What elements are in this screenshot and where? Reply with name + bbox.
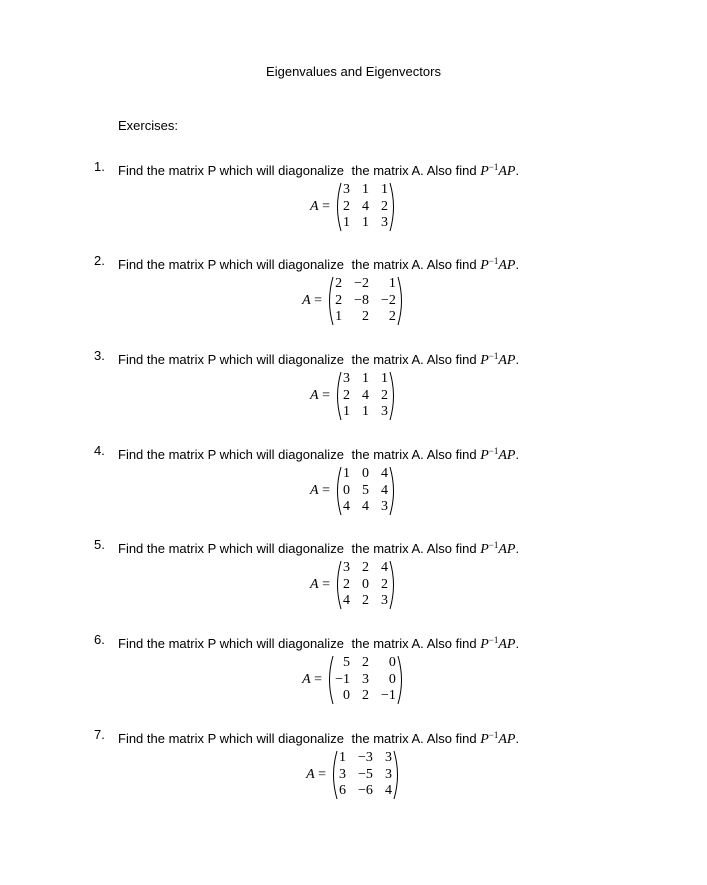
inverse-expression: $P^{-1}AP$ [480, 446, 516, 463]
right-paren-icon [397, 655, 405, 705]
matrix-entry: 2 [388, 309, 396, 325]
exercise-text: Find the matrix P which will diagonalize the matrix A. Also find $P^{-1}AP$. [118, 635, 520, 652]
left-paren-icon [334, 182, 342, 232]
matrix-entry: 5 [342, 655, 350, 671]
matrix-entry: 2 [342, 198, 350, 214]
exercise-text: Find the matrix P which will diagonalize the matrix A. Also find $P^{-1}AP$. [118, 446, 520, 463]
right-paren-icon [397, 276, 405, 326]
equation-lhs: A = [306, 767, 327, 782]
matrix-entry: 3 [380, 215, 388, 231]
matrix-entry: 2 [361, 593, 369, 609]
exercise-number: 7. [94, 727, 105, 742]
matrix-entry: −2 [354, 276, 369, 292]
matrix-entry: 0 [388, 671, 396, 687]
inverse-expression: $P^{-1}AP$ [480, 351, 516, 368]
matrix-equation [0, 180, 707, 234]
matrix-entry: 1 [342, 466, 350, 482]
matrix-equation [0, 748, 707, 802]
matrix-entry: 2 [361, 560, 369, 576]
matrix-entry: 1 [342, 215, 350, 231]
matrix-entry: 3 [342, 560, 350, 576]
exercise-text: Find the matrix P which will diagonalize the matrix A. Also find $P^{-1}AP$. [118, 351, 520, 368]
exercise-item [0, 158, 707, 253]
matrix-entry: 3 [380, 404, 388, 420]
matrix-equation [0, 464, 707, 518]
matrix-entry: 1 [361, 404, 369, 420]
equation-lhs: A = [302, 672, 323, 687]
matrix-entry: 4 [384, 783, 392, 799]
right-paren-icon [389, 182, 397, 232]
matrix-entry: 1 [361, 182, 369, 198]
equation-lhs: A = [310, 577, 330, 592]
right-paren-icon [389, 371, 397, 421]
matrix-entry: −8 [354, 292, 369, 308]
matrix-entry: 2 [361, 688, 369, 704]
matrix-entry: 1 [388, 276, 396, 292]
left-paren-icon [330, 750, 338, 800]
matrix-entry: 3 [339, 766, 347, 782]
left-paren-icon [334, 371, 342, 421]
exercise-number: 6. [94, 632, 105, 647]
matrix-entry: 1 [361, 215, 369, 231]
matrix-equation [0, 558, 707, 612]
matrix-entry: 4 [342, 593, 350, 609]
equation-lhs: A = [302, 293, 323, 308]
matrix [342, 371, 389, 421]
exercise-number: 4. [94, 443, 105, 458]
matrix-entry: 0 [361, 466, 369, 482]
inverse-expression: $P^{-1}AP$ [480, 162, 516, 179]
exercise-item [0, 252, 707, 347]
page-title: Eigenvalues and Eigenvectors [266, 64, 441, 79]
matrix-entry: 3 [342, 371, 350, 387]
matrix-entry: 2 [361, 309, 369, 325]
right-paren-icon [389, 560, 397, 610]
matrix-entry: 0 [342, 688, 350, 704]
matrix-entry: 1 [361, 371, 369, 387]
matrix-entry: 3 [380, 499, 388, 515]
matrix [342, 182, 389, 232]
matrix [342, 466, 389, 516]
equation-lhs: A = [310, 388, 330, 403]
exercise-item [0, 726, 707, 821]
matrix-equation [0, 653, 707, 707]
matrix-entry: 2 [335, 276, 343, 292]
matrix-entry: −1 [380, 688, 396, 704]
matrix-entry: 2 [380, 387, 388, 403]
matrix-entry: 4 [361, 499, 369, 515]
matrix-entry: 0 [342, 482, 350, 498]
equation-lhs: A = [310, 199, 330, 214]
exercises-heading: Exercises: [118, 118, 178, 133]
matrix-entry: 3 [384, 766, 392, 782]
inverse-expression: $P^{-1}AP$ [480, 730, 516, 747]
matrix-entry: 3 [361, 671, 369, 687]
exercise-text: Find the matrix P which will diagonalize the matrix A. Also find $P^{-1}AP$. [118, 256, 520, 273]
matrix-entry: 5 [361, 482, 369, 498]
matrix-entry: 3 [342, 182, 350, 198]
matrix-entry: 0 [361, 576, 369, 592]
matrix-entry: 2 [335, 292, 343, 308]
matrix-entry: 0 [388, 655, 396, 671]
matrix-equation [0, 274, 707, 328]
matrix-entry: 1 [342, 404, 350, 420]
left-paren-icon [326, 276, 334, 326]
matrix-entry: 3 [384, 750, 392, 766]
right-paren-icon [389, 466, 397, 516]
matrix-entry: 4 [342, 499, 350, 515]
matrix-entry: 1 [335, 309, 343, 325]
matrix-equation [0, 369, 707, 423]
matrix-entry: 1 [380, 182, 388, 198]
exercise-number: 2. [94, 253, 105, 268]
matrix-entry: 4 [380, 466, 388, 482]
matrix-entry: 2 [342, 576, 350, 592]
matrix-entry: 3 [380, 593, 388, 609]
exercise-number: 5. [94, 537, 105, 552]
matrix [334, 655, 397, 705]
exercise-item [0, 347, 707, 442]
exercise-text: Find the matrix P which will diagonalize the matrix A. Also find $P^{-1}AP$. [118, 162, 520, 179]
matrix-entry: 2 [380, 576, 388, 592]
matrix-entry: 4 [380, 482, 388, 498]
matrix-entry: −5 [358, 766, 373, 782]
exercise-text: Find the matrix P which will diagonalize the matrix A. Also find $P^{-1}AP$. [118, 730, 520, 747]
matrix [334, 276, 397, 326]
inverse-expression: $P^{-1}AP$ [480, 540, 516, 557]
matrix-entry: 1 [380, 371, 388, 387]
left-paren-icon [334, 560, 342, 610]
inverse-expression: $P^{-1}AP$ [480, 256, 516, 273]
matrix-entry: −6 [358, 783, 373, 799]
right-paren-icon [393, 750, 401, 800]
matrix-entry: 2 [342, 387, 350, 403]
matrix-entry: 4 [361, 198, 369, 214]
exercise-item [0, 631, 707, 726]
equation-lhs: A = [310, 483, 330, 498]
matrix [342, 560, 389, 610]
matrix-entry: 6 [339, 783, 347, 799]
matrix-entry: 4 [380, 560, 388, 576]
matrix-entry: 2 [361, 655, 369, 671]
matrix-entry: 4 [361, 387, 369, 403]
exercise-number: 3. [94, 348, 105, 363]
inverse-expression: $P^{-1}AP$ [480, 635, 516, 652]
exercise-text: Find the matrix P which will diagonalize the matrix A. Also find $P^{-1}AP$. [118, 540, 520, 557]
matrix [338, 750, 393, 800]
exercise-number: 1. [94, 159, 105, 174]
left-paren-icon [334, 466, 342, 516]
left-paren-icon [326, 655, 334, 705]
matrix-entry: −2 [380, 292, 396, 308]
matrix-entry: 1 [339, 750, 347, 766]
matrix-entry: 2 [380, 198, 388, 214]
matrix-entry: −1 [335, 671, 350, 687]
matrix-entry: −3 [358, 750, 373, 766]
exercise-item [0, 442, 707, 537]
exercise-item [0, 536, 707, 631]
